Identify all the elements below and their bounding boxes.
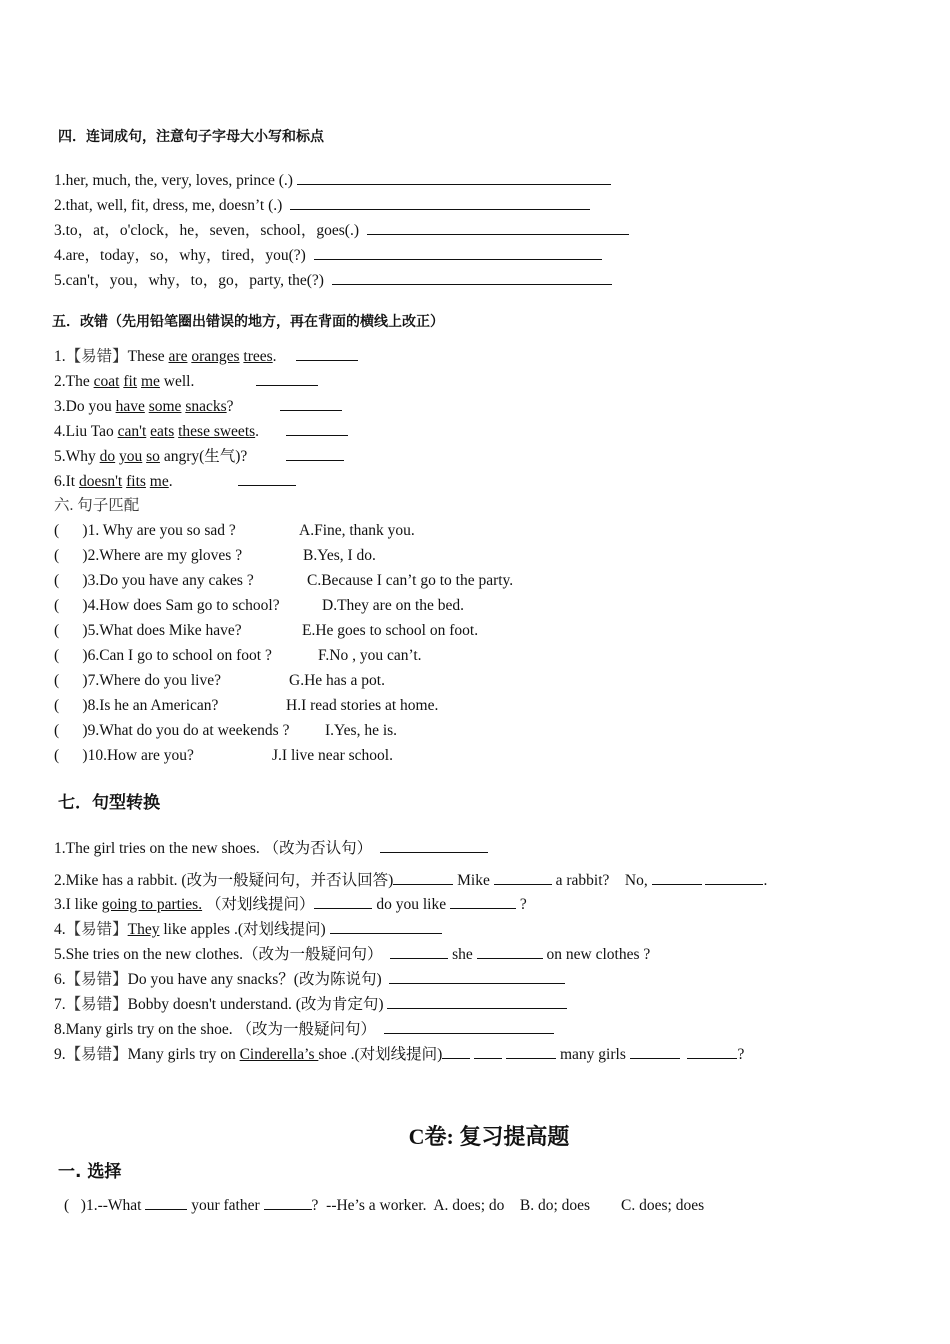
section-4-item: 5.can't，you，why，to，go，party, the(?) [54, 270, 612, 291]
answer-blank[interactable] [238, 471, 296, 486]
answer-blank[interactable] [286, 421, 348, 436]
section-7-item: 3.I like going to parties. （对划线提问） do you like ? [54, 896, 527, 913]
answer-blank[interactable] [296, 346, 358, 361]
match-answer: E.He goes to school on foot. [302, 622, 479, 639]
answer-blank[interactable] [477, 944, 543, 959]
answer-blank[interactable] [256, 371, 318, 386]
section-7-item: 1.The girl tries on the new shoes. （改为否认句） [54, 838, 488, 859]
answer-blank[interactable] [705, 870, 763, 885]
match-answer: D.They are on the bed. [322, 597, 465, 614]
answer-blank[interactable] [630, 1044, 680, 1059]
answer-blank[interactable] [442, 1044, 470, 1059]
match-question: ( )4.How does Sam go to school? [54, 597, 280, 614]
answer-blank[interactable] [387, 994, 567, 1009]
answer-blank[interactable] [389, 969, 565, 984]
section-7-item: 9.【易错】Many girls try on Cinderella’s shoe .(对划线提问) many girls ? [54, 1046, 745, 1063]
answer-blank[interactable] [474, 1044, 502, 1059]
answer-blank[interactable] [280, 396, 342, 411]
section-5-item: 1.【易错】These are oranges trees. [54, 346, 358, 367]
answer-blank[interactable] [384, 1019, 554, 1034]
answer-blank[interactable] [145, 1195, 187, 1210]
section-7-item: 5.She tries on the new clothes.（改为一般疑问句） she on new clothes ? [54, 946, 651, 963]
section-4-item: 1.her, much, the, very, loves, prince (.) [54, 170, 611, 191]
match-question: ( )1. Why are you so sad ? [54, 522, 236, 539]
match-answer: A.Fine, thank you. [299, 522, 415, 539]
answer-blank[interactable] [506, 1044, 556, 1059]
match-question: ( )6.Can I go to school on foot ? [54, 647, 272, 664]
section-4-item: 4.are，today，so，why，tired，you(?) [54, 245, 602, 266]
answer-blank[interactable] [450, 894, 516, 909]
section-7-item: 4.【易错】They like apples .(对划线提问) [54, 919, 442, 940]
answer-blank[interactable] [380, 838, 488, 853]
section-4-item: 2.that, well, fit, dress, me, doesn’t (.) [54, 195, 590, 216]
answer-blank[interactable] [314, 245, 602, 260]
match-answer: J.I live near school. [272, 747, 393, 764]
match-question: ( )9.What do you do at weekends ? [54, 722, 290, 739]
section-5-item: 2.The coat fit me well. [54, 371, 318, 392]
answer-blank[interactable] [286, 446, 344, 461]
match-answer: C.Because I can’t go to the party. [307, 572, 514, 589]
answer-blank[interactable] [687, 1044, 737, 1059]
match-answer: F.No , you can’t. [318, 647, 422, 664]
answer-blank[interactable] [393, 870, 453, 885]
answer-blank[interactable] [494, 870, 552, 885]
match-question: ( )10.How are you? [54, 747, 194, 764]
section-5-item: 6.It doesn't fits me. [54, 471, 296, 492]
section-5-title: 五．改错（先用铅笔圈出错误的地方，再在背面的横线上改正） [52, 314, 444, 330]
match-question: ( )3.Do you have any cakes ? [54, 572, 254, 589]
answer-blank[interactable] [652, 870, 702, 885]
match-question: ( )8.Is he an American? [54, 697, 219, 714]
section-7-title: 七．句型转换 [58, 793, 160, 813]
match-question: ( )5.What does Mike have? [54, 622, 242, 639]
match-answer: H.I read stories at home. [286, 697, 439, 714]
answer-blank[interactable] [290, 195, 590, 210]
section-5-item: 3.Do you have some snacks? [54, 396, 342, 417]
answer-blank[interactable] [367, 220, 629, 235]
section-5-item: 5.Why do you so angry(生气)? [54, 446, 344, 467]
answer-blank[interactable] [332, 270, 612, 285]
match-question: ( )7.Where do you live? [54, 672, 221, 689]
match-question: ( )2.Where are my gloves ? [54, 547, 243, 564]
part-c-question: ( )1.--What your father ? --He’s a worker. A. does; do B. do; does C. does; does [64, 1197, 705, 1214]
section-6-title: 六. 句子匹配 [54, 497, 140, 514]
section-7-item: 7.【易错】Bobby doesn't understand. (改为肯定句) [54, 994, 567, 1015]
section-7-item: 6.【易错】Do you have any snacks？(改为陈说句) [54, 969, 565, 990]
match-answer: B.Yes, I do. [303, 547, 376, 564]
answer-blank[interactable] [330, 919, 442, 934]
section-5-item: 4.Liu Tao can't eats these sweets. [54, 421, 348, 442]
answer-blank[interactable] [264, 1195, 312, 1210]
part-c-subtitle: 一. 选择 [58, 1162, 122, 1182]
section-4-title: 四．连词成句，注意句子字母大小写和标点 [58, 129, 324, 145]
answer-blank[interactable] [314, 894, 372, 909]
answer-blank[interactable] [297, 170, 611, 185]
section-7-item: 2.Mike has a rabbit. (改为一般疑问句，并否认回答) Mike a rabbit? No, . [54, 872, 768, 889]
section-4-item: 3.to，at，o'clock，he，seven，school，goes(.) [54, 220, 629, 241]
match-answer: I.Yes, he is. [325, 722, 398, 739]
answer-blank[interactable] [390, 944, 448, 959]
section-7-item: 8.Many girls try on the shoe. （改为一般疑问句） [54, 1019, 554, 1040]
part-c-title: C卷: 复习提高题 [408, 1124, 570, 1149]
match-answer: G.He has a pot. [289, 672, 385, 689]
